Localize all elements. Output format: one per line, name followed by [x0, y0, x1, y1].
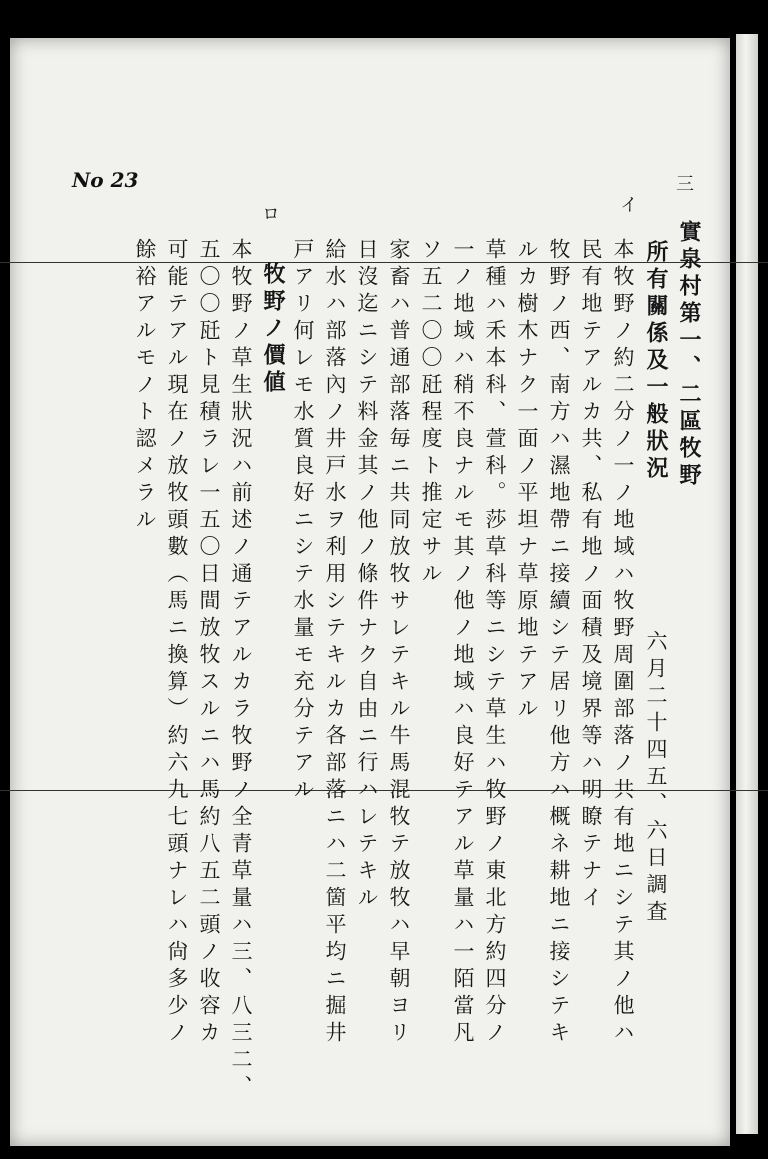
text-column: 本牧野ノ草生狀況ハ前述ノ通テアルカラ牧野ノ全青草量ハ三、八三二、: [229, 238, 253, 1102]
text-column: 餘裕アルモノト認メラル: [133, 238, 157, 535]
top-right-mark: 三: [676, 174, 694, 195]
text-column: 所有關係及一般狀況: [643, 240, 669, 483]
text-column: 實泉村第一、二區牧野: [676, 220, 702, 490]
text-column: 六月二十四五、六日調査: [644, 630, 668, 927]
adjacent-page-edge: [736, 34, 758, 1134]
text-column: 可能テアル現在ノ放牧頭數（馬ニ換算）約六九七頭ナレハ尙多少ノ: [165, 238, 189, 1048]
text-column: 戸アリ何レモ水質良好ニシテ水量モ充分テアル: [291, 238, 315, 805]
text-column: 日沒迄ニシテ料金其ノ他ノ條件ナク自由ニ行ハレテキル: [355, 238, 379, 913]
text-column: ソ五二〇〇瓩程度ト推定サル: [419, 238, 443, 589]
text-column: ルカ樹木ナク一面ノ平坦ナ草原地テアル: [515, 238, 539, 724]
text-column: イ: [617, 195, 638, 219]
text-column: 牧野ノ價値: [260, 262, 286, 397]
text-column: ロ: [259, 204, 280, 228]
text-column: 五〇〇瓩ト見積ラレ一五〇日間放牧スルニハ馬約八五二頭ノ收容カ: [197, 238, 221, 1048]
text-column: 牧野ノ西、南方ハ濕地帶ニ接續シテ居リ他方ハ概ネ耕地ニ接シテキ: [547, 238, 571, 1048]
text-column: 本牧野ノ約二分ノ一ノ地域ハ牧野周圍部落ノ共有地ニシテ其ノ他ハ: [611, 238, 635, 1048]
text-column: 給水ハ部落內ノ井戸水ヲ利用シテキルカ各部落ニハ二箇平均ニ掘井: [323, 238, 347, 1048]
text-column: 民有地テアルカ共、私有地ノ面積及境界等ハ明瞭テナイ: [579, 238, 603, 913]
page-number: No 23: [72, 168, 139, 192]
text-column: 一ノ地域ハ稍不良ナルモ其ノ他ノ地域ハ良好テアル草量ハ一陌當凡: [451, 238, 475, 1048]
text-column: 草種ハ禾本科、萱科。莎草科等ニシテ草生ハ牧野ノ東北方約四分ノ: [483, 238, 507, 1048]
text-column: 家畜ハ普通部落毎ニ共同放牧サレテキル牛馬混牧テ放牧ハ早朝ヨリ: [387, 238, 411, 1048]
